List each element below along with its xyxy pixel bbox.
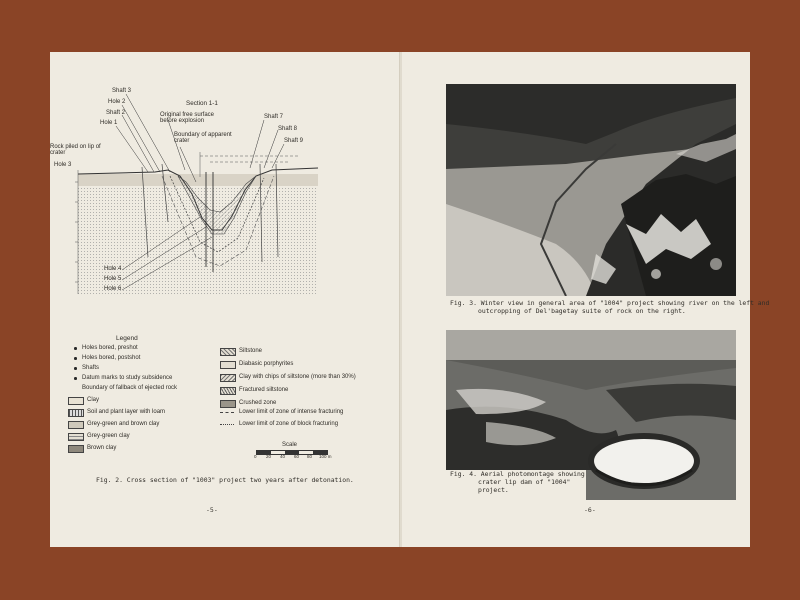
legend-item: Lower limit of zone of block fracturing — [239, 421, 339, 427]
scale-tick: 60 — [294, 454, 300, 459]
label-rock-piled: Rock piled on lip of crater — [50, 144, 101, 156]
label-hole-1: Hole 1 — [100, 120, 118, 126]
legend-swatch-diabasic — [220, 361, 236, 369]
legend-symbol-holes-preshot — [74, 347, 77, 350]
scale-tick: 80 — [307, 454, 313, 459]
legend-item: Boundary of fallback of ejected rock — [82, 385, 178, 391]
figure-4-caption-line: crater lip dam of "1004" — [478, 478, 571, 486]
right-page — [402, 52, 770, 547]
legend-item: Grey-green clay — [87, 433, 130, 439]
figure-4-caption-line: project. — [478, 486, 509, 494]
figure-2-caption: Fig. 2. Cross section of "1003" project two years after detonation. — [96, 476, 354, 484]
page-number-right: -6- — [584, 506, 596, 514]
label-shaft-9: Shaft 9 — [284, 138, 304, 144]
label-hole-3: Hole 3 — [54, 162, 72, 168]
scale-tick: 40 — [280, 454, 286, 459]
scale-tick: 0 — [254, 454, 257, 459]
legend-item: Clay with chips of siltstone (more than 30%) — [239, 374, 356, 380]
legend-swatch-clay — [68, 397, 84, 405]
legend-item: Datum marks to study subsidence — [82, 375, 173, 381]
legend-symbol-datum — [74, 377, 77, 380]
legend-item: Holes bored, preshot — [82, 345, 138, 351]
legend-swatch-soil — [68, 409, 84, 417]
legend-item: Lower limit of zone of intense fracturing — [239, 409, 344, 415]
label-shaft-8: Shaft 8 — [278, 126, 298, 132]
cross-section-diagram — [50, 52, 400, 322]
label-shaft-7: Shaft 7 — [264, 114, 284, 120]
legend-item: Brown clay — [87, 445, 117, 451]
scale-tick: 20 — [266, 454, 272, 459]
legend-swatch-crushed-zone — [220, 400, 236, 408]
label-shaft-2: Shaft 2 — [106, 110, 126, 116]
legend-item: Holes bored, postshot — [82, 355, 141, 361]
figure-4-caption-line: Fig. 4. Aerial photomontage showing — [450, 470, 585, 478]
legend-swatch-fractured-siltstone — [220, 387, 236, 395]
legend-title: Legend — [116, 335, 138, 342]
legend-item: Clay — [87, 397, 100, 403]
legend-item: Shafts — [82, 365, 100, 371]
section-title: Section 1-1 — [186, 100, 218, 107]
legend-swatch-clay-chips — [220, 374, 236, 382]
legend-item: Diabasic porphyrites — [239, 361, 294, 367]
legend-symbol-shafts — [74, 367, 77, 370]
legend-swatch-grey-green — [68, 433, 84, 441]
scale-title: Scale — [282, 442, 298, 448]
label-hole-2: Hole 2 — [108, 99, 126, 105]
legend-item: Crushed zone — [239, 400, 277, 406]
legend-item: Grey-green and brown clay — [87, 421, 160, 427]
label-hole-6: Hole 6 — [104, 286, 122, 292]
label-boundary-crater: Boundary of apparent crater — [174, 132, 232, 144]
left-page — [50, 52, 400, 547]
figure-3-caption-line: outcropping of Del'bagetay suite of rock on the right. — [478, 307, 686, 315]
legend-swatch-siltstone — [220, 348, 236, 356]
label-hole-4: Hole 4 — [104, 266, 122, 272]
label-original-surface: Original free surface before explosion — [160, 112, 215, 124]
legend-swatch-brown-clay — [68, 445, 84, 453]
page-number-left: -5- — [206, 506, 218, 514]
label-shaft-3: Shaft 3 — [112, 88, 132, 94]
legend-item: Soil and plant layer with loam — [87, 409, 166, 415]
figure-3-caption-line: Fig. 3. Winter view in general area of "1004" project showing river on the left and — [450, 299, 770, 307]
scale-tick: 100 m — [319, 454, 332, 459]
legend-item: Siltstone — [239, 348, 263, 354]
label-hole-5: Hole 5 — [104, 276, 122, 282]
legend-symbol-holes-postshot — [74, 357, 77, 360]
figure-3-photo — [446, 84, 736, 296]
legend-line-block-fracturing — [220, 424, 234, 425]
legend-item: Fractured siltstone — [239, 387, 289, 393]
legend-line-intense-fracturing — [220, 412, 234, 413]
legend-swatch-grey-green-brown — [68, 421, 84, 429]
